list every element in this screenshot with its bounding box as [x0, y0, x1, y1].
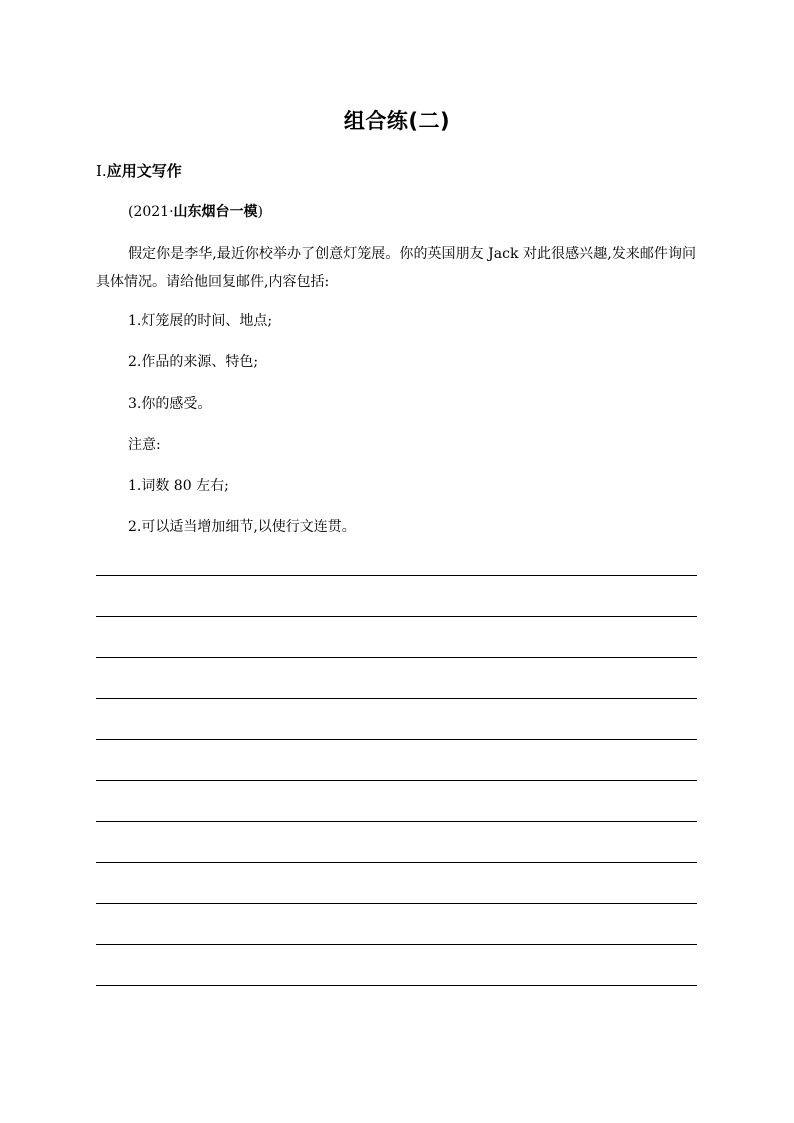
answer-line: [96, 575, 697, 576]
source-prefix: (2021·: [128, 204, 174, 220]
section-heading: [96, 160, 182, 181]
source-name: 山东烟台一模: [173, 204, 258, 220]
answer-line: [96, 985, 697, 986]
answer-line: [96, 739, 697, 740]
requirement-item: 2.作品的来源、特色;: [128, 354, 259, 370]
answer-line: [96, 698, 697, 699]
answer-line: [96, 780, 697, 781]
note-item: 1.词数 80 左右;: [128, 478, 229, 494]
requirement-item: 3.你的感受。: [128, 396, 212, 412]
writing-prompt: 假定你是李华,最近你校举办了创意灯笼展。你的英国朋友 Jack 对此很感兴趣,发来邮件询问具体情况。请给他回复邮件,内容包括:: [96, 246, 696, 290]
answer-writing-area[interactable]: [96, 575, 697, 986]
answer-line: [96, 862, 697, 863]
note-item: 2.可以适当增加细节,以使行文连贯。: [128, 519, 356, 535]
page-title: 组合练(二): [343, 109, 451, 133]
answer-line: [96, 821, 697, 822]
source-suffix: ): [257, 204, 264, 220]
section-number: Ⅰ.: [96, 162, 107, 180]
answer-line: [96, 657, 697, 658]
answer-line: [96, 903, 697, 904]
section-title: 应用文写作: [106, 162, 182, 180]
requirement-item: 1.灯笼展的时间、地点;: [128, 313, 273, 329]
notes-label: 注意:: [128, 437, 161, 453]
question-source: [128, 202, 263, 222]
answer-line: [96, 616, 697, 617]
answer-line: [96, 944, 697, 945]
